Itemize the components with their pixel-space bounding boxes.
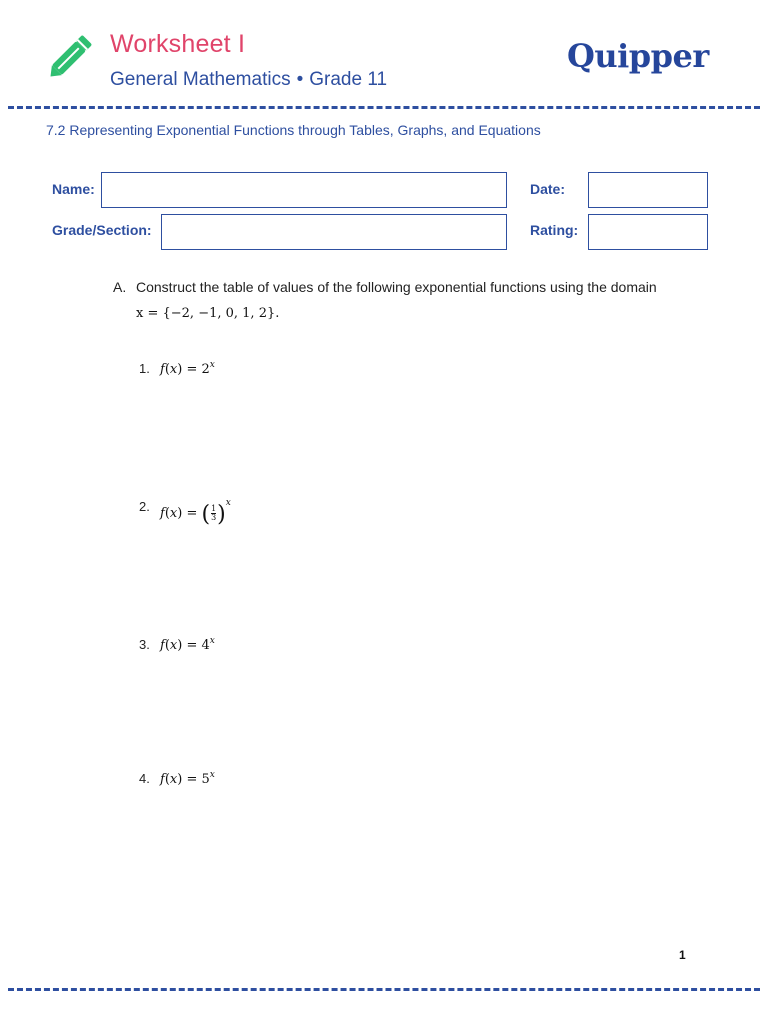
bottom-divider [8, 988, 760, 991]
close-paren: ) [217, 502, 226, 527]
function-name: f [160, 638, 165, 653]
domain-text: x = {−2, −1, 0, 1, 2}. [136, 306, 280, 321]
numerator: 1 [211, 504, 217, 513]
pencil-icon [42, 26, 100, 86]
denominator: 3 [211, 513, 217, 522]
problem-3-number: 3. [139, 637, 150, 652]
rating-field[interactable] [588, 214, 708, 250]
subject-name: General Mathematics [110, 69, 291, 90]
exponent: x [209, 636, 215, 646]
variable: x [169, 772, 178, 787]
subject-line [110, 69, 387, 91]
date-field[interactable] [588, 172, 708, 208]
problem-1-equation: $f(x) = 2^x$ [160, 360, 215, 377]
problem-1-number: 1. [139, 361, 150, 376]
separator-dot: • [296, 69, 304, 90]
function-name: f [160, 362, 165, 377]
base: 5 [201, 772, 210, 787]
exponent: x [209, 360, 215, 370]
variable: x [169, 638, 178, 653]
top-divider [8, 106, 760, 109]
grade-level: Grade 11 [309, 69, 388, 90]
grade-section-field[interactable] [161, 214, 507, 250]
fraction [211, 505, 216, 522]
rating-label: Rating: [530, 222, 579, 238]
instruction-text: Construct the table of values of the following exponential functions using the domain [136, 279, 657, 295]
grade-section-label: Grade/Section: [52, 222, 152, 238]
worksheet-title: Worksheet I [110, 30, 246, 58]
variable: x [169, 506, 178, 521]
function-name: f [160, 772, 165, 787]
lesson-title: 7.2 Representing Exponential Functions through Tables, Graphs, and Equations [46, 122, 541, 138]
base: 4 [201, 638, 210, 653]
problem-4-number: 4. [139, 771, 150, 786]
base: 2 [201, 362, 210, 377]
exponent: x [209, 770, 215, 780]
problem-4-equation: $f(x) = 5^x$ [160, 770, 215, 787]
date-label: Date: [530, 181, 566, 197]
name-field[interactable] [101, 172, 507, 208]
brand-logo: Quipper [567, 37, 709, 75]
open-paren: ( [201, 502, 211, 527]
exponent: x [225, 498, 231, 508]
variable: x [169, 362, 178, 377]
problem-3-equation: $f(x) = 4^x$ [160, 636, 215, 653]
page-number: 1 [679, 948, 686, 962]
function-name: f [160, 506, 165, 521]
problem-2-number: 2. [139, 499, 150, 514]
name-label: Name: [52, 181, 95, 197]
part-marker: A. [113, 279, 127, 295]
problem-2-equation: $f(x) = (\frac{1}{3}$ )$^x$ [160, 498, 231, 527]
